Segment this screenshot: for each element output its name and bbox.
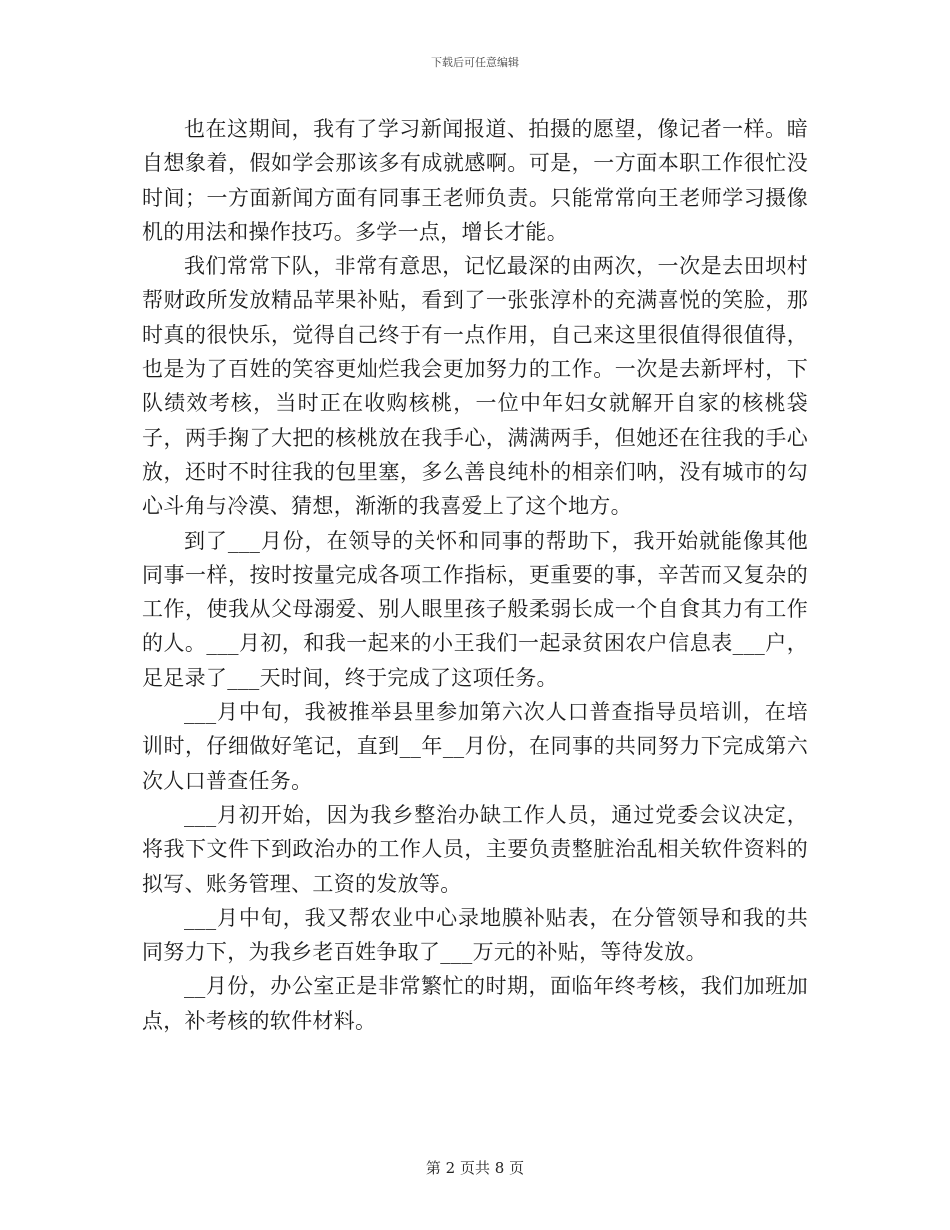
paragraph-2: 我们常常下队，非常有意思，记忆最深的由两次，一次是去田坝村帮财政所发放精品苹果补贴，看到了一张张淳朴的充满喜悦的笑脸，那时真的很快乐，觉得自己终于有一点作用，自己来这里很值得很值得，也是为了百姓的笑容更灿烂我会更加努力的工作。一次是去新坪村，下队绩效考核，当时正在收购核桃，一位中年妇女就解开自家的核桃袋子，两手掬了大把的核桃放在我手心，满满两手，但她还在往我的手心放，还时不时往我的包里塞，多么善良纯朴的相亲们呐，没有城市的勾心斗角与冷漠、猜想，渐渐的我喜爱上了这个地方。 (142, 254, 808, 519)
paragraph-5: ___月初开始，因为我乡整治办缺工作人员，通过党委会议决定，将我下文件下到政治办的工作人员，主要负责整脏治乱相关软件资料的拟写、账务管理、工资的发放等。 (142, 802, 808, 896)
paragraph-4: ___月中旬，我被推举县里参加第六次人口普查指导员培训，在培训时，仔细做好笔记，直到__年__月份，在同事的共同努力下完成第六次人口普查任务。 (142, 700, 808, 793)
paragraph-3: 到了___月份，在领导的关怀和同事的帮助下，我开始就能像其他同事一样，按时按量完成各项工作指标，更重要的事，辛苦而又复杂的工作，使我从父母溺爱、别人眼里孩子般柔弱长成一个自食其力有工作的人。___月初，和我一起来的小王我们一起录贫困农户信息表___户，足足录了___天时间，终于完成了这项任务。 (142, 528, 808, 690)
document-body (142, 112, 808, 1038)
page-footer: 第 2 页共 8 页 (425, 1159, 525, 1177)
paragraph-6: ___月中旬，我又帮农业中心录地膜补贴表，在分管领导和我的共同努力下，为我乡老百姓争取了___万元的补贴，等待发放。 (142, 905, 808, 965)
paragraph-7: __月份，办公室正是非常繁忙的时期，面临年终考核，我们加班加点，补考核的软件材料。 (142, 974, 808, 1033)
paragraph-1: 也在这期间，我有了学习新闻报道、拍摄的愿望，像记者一样。暗自想象着，假如学会那该多有成就感啊。可是，一方面本职工作很忙没时间；一方面新闻方面有同事王老师负责。只能常常向王老师学习摄像机的用法和操作技巧。多学一点，增长才能。 (142, 117, 808, 244)
page-header: 下载后可任意编辑 (431, 56, 519, 69)
